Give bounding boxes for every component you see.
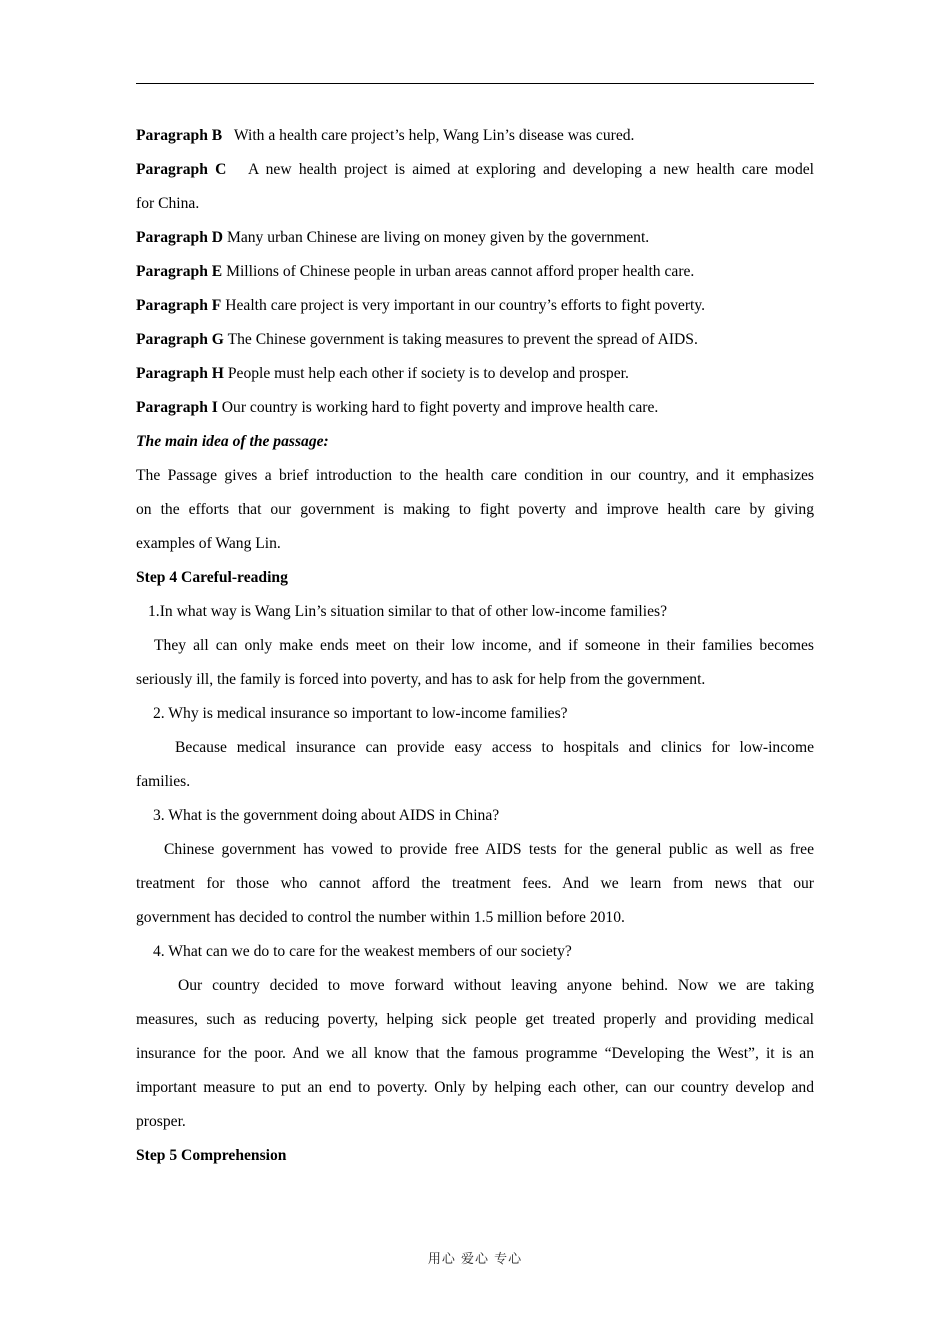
answer-4-line: insurance for the poor. And we all know that the famous programme “Developing the West”, it is an (136, 1045, 814, 1062)
main-idea-heading: The main idea of the passage: (136, 433, 329, 450)
answer-1-line: seriously ill, the family is forced into poverty, and has to ask for help from the government. (136, 671, 706, 688)
main-idea-line: on the efforts that our government is making to fight poverty and improve health care by giving (136, 501, 814, 518)
paragraph-h-summary: Paragraph H People must help each other if society is to develop and prosper. (136, 365, 629, 382)
answer-2-line: Because medical insurance can provide easy access to hospitals and clinics for low-income (175, 739, 814, 756)
answer-4-line: measures, such as reducing poverty, helping sick people get treated properly and providing medical (136, 1011, 814, 1028)
answer-2-line: families. (136, 773, 191, 790)
step4-heading: Step 4 Careful-reading (136, 569, 288, 586)
document-body (136, 117, 814, 1171)
question-3: 3. What is the government doing about AIDS in China? (153, 807, 500, 824)
paragraph-g-summary: Paragraph G The Chinese government is taking measures to prevent the spread of AIDS. (136, 331, 698, 348)
header-rule (136, 83, 814, 84)
paragraph-b-summary: Paragraph B With a health care project’s help, Wang Lin’s disease was cured. (136, 127, 635, 144)
main-idea-line: examples of Wang Lin. (136, 535, 281, 552)
main-idea-line: The Passage gives a brief introduction to the health care condition in our country, and it emphasizes (136, 467, 814, 484)
paragraph-d-summary: Paragraph D Many urban Chinese are living on money given by the government. (136, 229, 650, 246)
paragraph-f-summary: Paragraph F Health care project is very important in our country’s efforts to fight poverty. (136, 297, 706, 314)
answer-4-line: prosper. (136, 1113, 186, 1130)
question-2: 2. Why is medical insurance so important to low-income families? (153, 705, 568, 722)
question-1: 1.In what way is Wang Lin’s situation similar to that of other low-income families? (148, 603, 668, 620)
answer-4-line: important measure to put an end to poverty. Only by helping each other, can our country develop and (136, 1079, 814, 1096)
paragraph-e-summary: Paragraph E Millions of Chinese people in urban areas cannot afford proper health care. (136, 263, 695, 280)
answer-3-line: Chinese government has vowed to provide free AIDS tests for the general public as well as free (164, 841, 814, 858)
step5-heading: Step 5 Comprehension (136, 1147, 287, 1164)
page-footer: 用心 爱心 专心 (427, 1252, 523, 1267)
question-4: 4. What can we do to care for the weakest members of our society? (153, 943, 572, 960)
answer-1-line: They all can only make ends meet on their low income, and if someone in their families becomes (154, 637, 814, 654)
paragraph-c-summary-cont: for China. (136, 195, 200, 212)
answer-4-line: Our country decided to move forward without leaving anyone behind. Now we are taking (178, 977, 814, 994)
paragraph-c-summary: Paragraph C A new health project is aimed at exploring and developing a new health care model (136, 161, 814, 178)
answer-3-line: treatment for those who cannot afford the treatment fees. And we learn from news that our (136, 875, 814, 892)
paragraph-i-summary: Paragraph I Our country is working hard to fight poverty and improve health care. (136, 399, 659, 416)
answer-3-line: government has decided to control the number within 1.5 million before 2010. (136, 909, 625, 926)
